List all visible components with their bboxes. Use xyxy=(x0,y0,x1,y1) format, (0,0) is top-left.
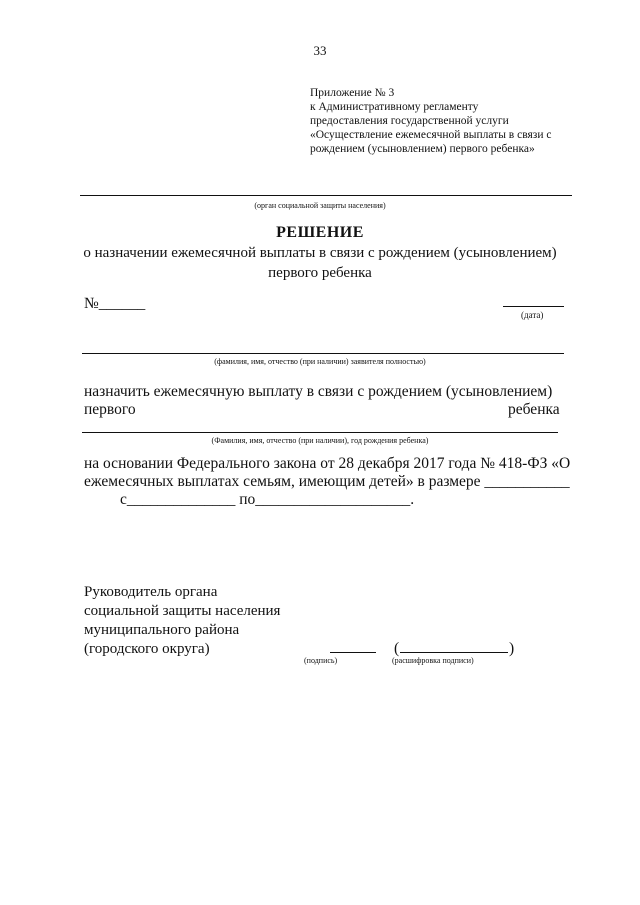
assign-line-2-left: первого xyxy=(84,401,136,418)
decoding-fill-line[interactable] xyxy=(400,652,508,653)
document-subtitle xyxy=(0,243,640,283)
organ-caption: (орган социальной защиты населения) xyxy=(254,201,386,210)
appendix-line: к Административному регламенту xyxy=(310,101,479,113)
signatory-line: социальной защиты населения xyxy=(84,603,281,619)
signatory-line: (городского округа) xyxy=(84,641,210,657)
basis-line-2: ежемесячных выплатах семьям, имеющим детей» в размере ___________ xyxy=(84,473,570,490)
date-fill-line[interactable] xyxy=(503,306,564,307)
applicant-caption: (фамилия, имя, отчество (при наличии) заявителя полностью) xyxy=(214,357,426,366)
decoding-open-paren: ( xyxy=(394,640,400,657)
appendix-line: «Осуществление ежемесячной выплаты в связи с xyxy=(310,129,552,141)
appendix-line: Приложение № 3 xyxy=(310,87,395,99)
appendix-line: предоставления государственной услуги xyxy=(310,115,509,127)
applicant-fill-line[interactable] xyxy=(82,353,564,354)
page-number: 33 xyxy=(313,43,327,58)
document-title: РЕШЕНИЕ xyxy=(276,224,364,241)
date-caption: (дата) xyxy=(521,310,544,320)
signature-caption: (подпись) xyxy=(304,656,338,665)
subtitle-line-1: о назначении ежемесячной выплаты в связи с рождением (усыновлением) xyxy=(83,245,557,261)
appendix-line: рождением (усыновлением) первого ребенка» xyxy=(310,143,535,155)
decoding-close-paren: ) xyxy=(509,640,515,657)
signature-fill-line[interactable] xyxy=(330,652,376,653)
appendix-header xyxy=(310,86,610,156)
signatory-line: муниципального района xyxy=(84,622,240,638)
signatory-block xyxy=(84,583,280,659)
signatory-line: Руководитель органа xyxy=(84,584,218,600)
basis-line-1: на основании Федерального закона от 28 декабря 2017 года № 418-ФЗ «О xyxy=(84,455,571,472)
child-fill-line[interactable] xyxy=(82,432,558,433)
assign-line-1: назначить ежемесячную выплату в связи с рождением (усыновлением) xyxy=(84,383,553,400)
assign-line-2-right: ребенка xyxy=(508,401,560,418)
subtitle-line-2: первого ребенка xyxy=(268,265,372,281)
child-caption: (Фамилия, имя, отчество (при наличии), год рождения ребенка) xyxy=(211,436,429,445)
organ-fill-line[interactable] xyxy=(80,195,572,196)
decision-number-field[interactable]: №______ xyxy=(84,295,146,312)
decoding-caption: (расшифровка подписи) xyxy=(392,656,474,665)
basis-line-3: с______________ по____________________. xyxy=(120,491,415,508)
